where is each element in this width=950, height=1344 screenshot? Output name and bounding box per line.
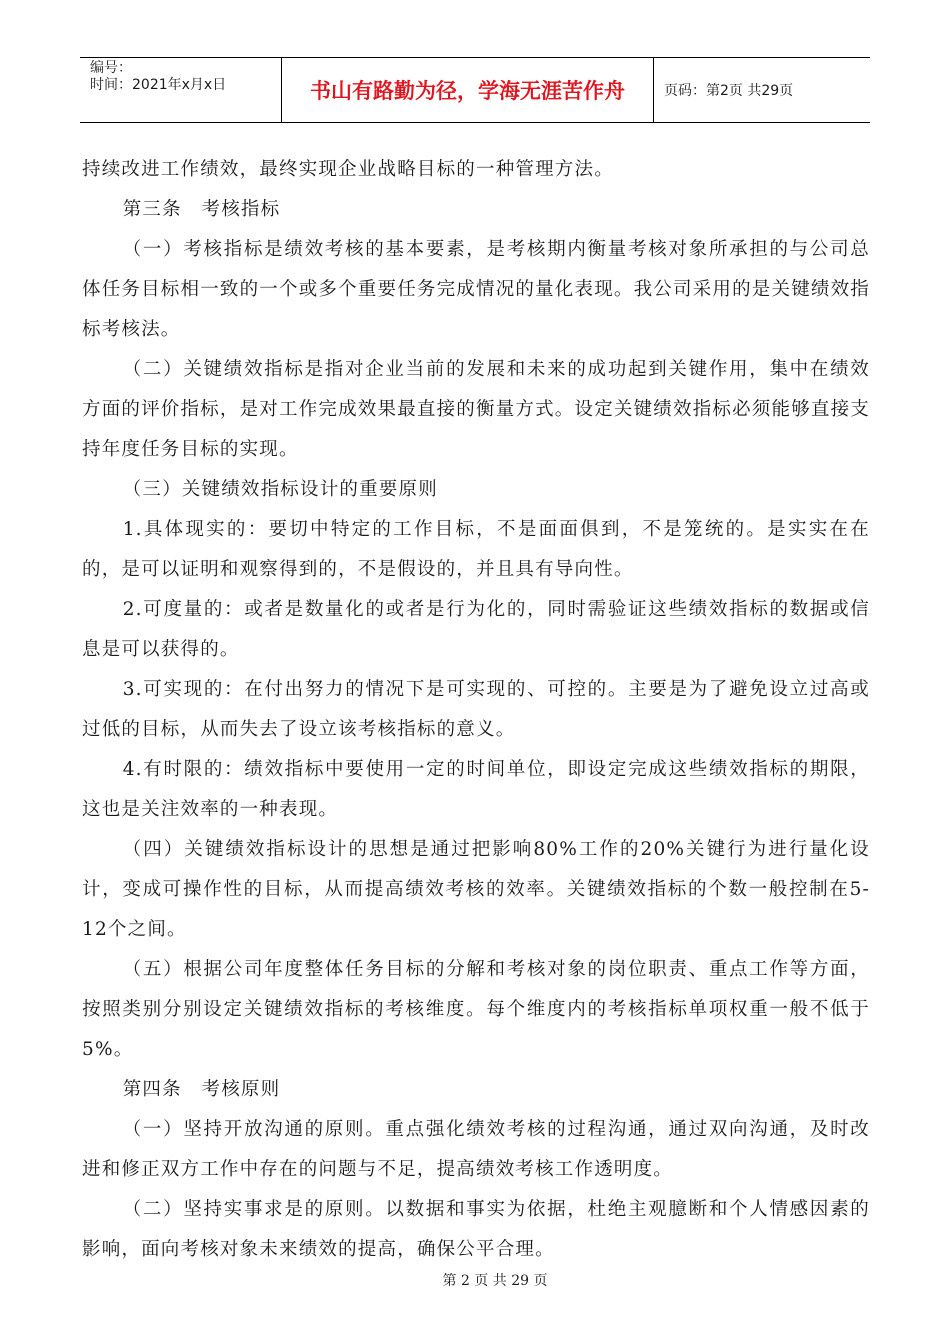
paragraph: 2.可度量的：或者是数量化的或者是行为化的，同时需验证这些绩效指标的数据或信息是可以获得的。 — [82, 599, 870, 660]
paragraph: （一）考核指标是绩效考核的基本要素，是考核期内衡量考核对象所承担的与公司总体任务目标相一致的一个或多个重要任务完成情况的量化表现。我公司采用的是关键绩效指标考核法。 — [82, 239, 871, 340]
paragraph: 1.具体现实的：要切中特定的工作目标，不是面面俱到，不是笼统的。是实实在在的，是可以证明和观察得到的，不是假设的，并且具有导向性。 — [82, 519, 870, 580]
section-heading: 第四条 考核原则 — [122, 1079, 281, 1100]
paragraph: 持续改进工作绩效，最终实现企业战略目标的一种管理方法。 — [82, 159, 614, 180]
document-body — [82, 150, 870, 1270]
paragraph: （二）坚持实事求是的原则。以数据和事实为依据，杜绝主观臆断和个人情感因素的影响，面向考核对象未来绩效的提高，确保公平合理。 — [82, 1199, 870, 1260]
header-page-info: 页码：第2页 共29页 — [664, 83, 794, 99]
paragraph: （三）关键绩效指标设计的重要原则 — [122, 479, 438, 500]
header-meta — [80, 58, 282, 122]
paragraph: 4.有时限的：绩效指标中要使用一定的时间单位，即设定完成这些绩效指标的期限，这也是关注效率的一种表现。 — [82, 759, 870, 820]
paragraph: 3.可实现的：在付出努力的情况下是可实现的、可控的。主要是为了避免设立过高或过低的目标，从而失去了设立该考核指标的意义。 — [82, 679, 870, 740]
page-footer: 第 2 页 共 29 页 — [442, 1273, 548, 1289]
paragraph: （五）根据公司年度整体任务目标的分解和考核对象的岗位职责、重点工作等方面，按照类别分别设定关键绩效指标的考核维度。每个维度内的考核指标单项权重一般不低于5%。 — [82, 959, 870, 1060]
paragraph: （二）关键绩效指标是指对企业当前的发展和未来的成功起到关键作用，集中在绩效方面的评价指标，是对工作完成效果最直接的衡量方式。设定关键绩效指标必须能够直接支持年度任务目标的实现。 — [82, 359, 871, 460]
document-number-label: 编号： — [90, 60, 132, 76]
section-heading: 第三条 考核指标 — [122, 199, 281, 220]
paragraph: （一）坚持开放沟通的原则。重点强化绩效考核的过程沟通，通过双向沟通，及时改进和修正双方工作中存在的问题与不足，提高绩效考核工作透明度。 — [82, 1119, 870, 1180]
paragraph: （四）关键绩效指标设计的思想是通过把影响80%工作的20%关键行为进行量化设计，变成可操作性的目标，从而提高绩效考核的效率。关键绩效指标的个数一般控制在5-12个之间。 — [82, 839, 870, 940]
document-time: 时间：2021年x月x日 — [90, 77, 227, 93]
page-header — [80, 57, 870, 123]
header-motto: 书山有路勤为径，学海无涯苦作舟 — [282, 58, 654, 122]
